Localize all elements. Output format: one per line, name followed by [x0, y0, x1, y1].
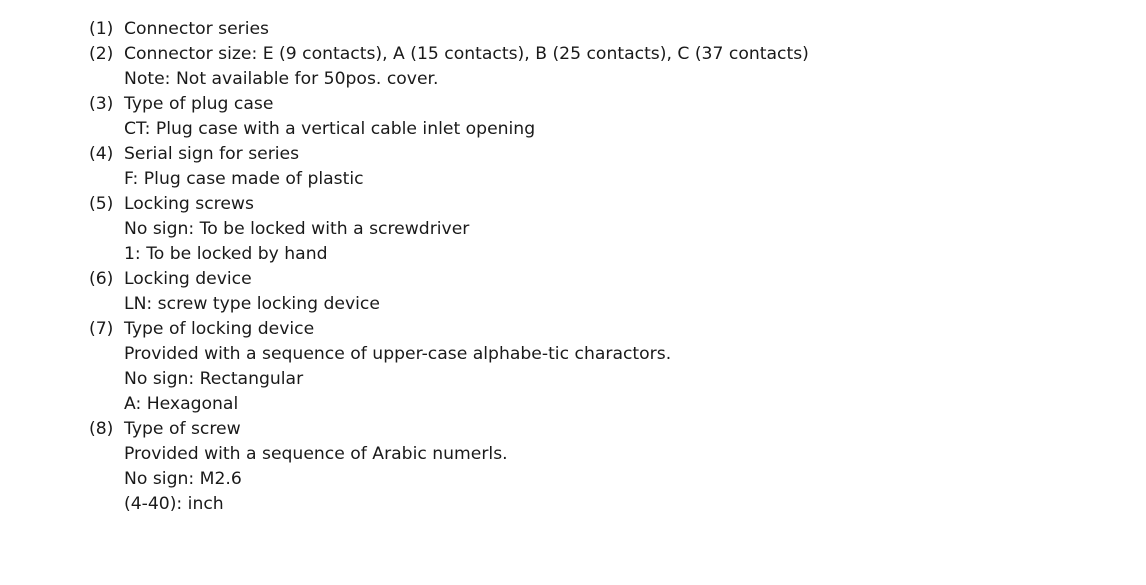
list-item: [89, 317, 1129, 417]
list-item: [89, 192, 1129, 267]
item-title: Type of screw: [124, 419, 241, 439]
item-detail: (4-40): inch: [124, 494, 224, 514]
item-detail: CT: Plug case with a vertical cable inlet opening: [124, 119, 536, 139]
item-title: Connector series: [124, 19, 270, 39]
list-item: [89, 142, 1129, 192]
item-number: (4): [89, 144, 114, 164]
item-title: Type of locking device: [124, 319, 315, 339]
item-detail: F: Plug case made of plastic: [124, 169, 364, 189]
item-number: (5): [89, 194, 114, 214]
item-detail: Provided with a sequence of Arabic numerls.: [124, 444, 508, 464]
item-detail: Note: Not available for 50pos. cover.: [124, 69, 439, 89]
item-title: Connector size: E (9 contacts), A (15 contacts), B (25 contacts), C (37 contacts): [124, 44, 809, 64]
item-detail: No sign: M2.6: [124, 469, 242, 489]
list-item: [89, 92, 1129, 142]
list-item: [89, 17, 1129, 42]
item-detail: A: Hexagonal: [124, 394, 239, 414]
item-number: (3): [89, 94, 114, 114]
list-item: [89, 267, 1129, 317]
spec-list: [89, 17, 1129, 517]
item-title: Locking device: [124, 269, 252, 289]
list-item: [89, 417, 1129, 517]
list-item: [89, 42, 1129, 92]
item-title: Locking screws: [124, 194, 254, 214]
item-number: (1): [89, 19, 114, 39]
item-detail: Provided with a sequence of upper-case alphabe-tic charactors.: [124, 344, 672, 364]
item-title: Serial sign for series: [124, 144, 300, 164]
item-detail: No sign: To be locked with a screwdriver: [124, 219, 470, 239]
item-detail: LN: screw type locking device: [124, 294, 380, 314]
item-number: (2): [89, 44, 114, 64]
item-number: (7): [89, 319, 114, 339]
item-detail: 1: To be locked by hand: [124, 244, 328, 264]
item-title: Type of plug case: [124, 94, 274, 114]
item-detail: No sign: Rectangular: [124, 369, 304, 389]
item-number: (6): [89, 269, 114, 289]
item-number: (8): [89, 419, 114, 439]
